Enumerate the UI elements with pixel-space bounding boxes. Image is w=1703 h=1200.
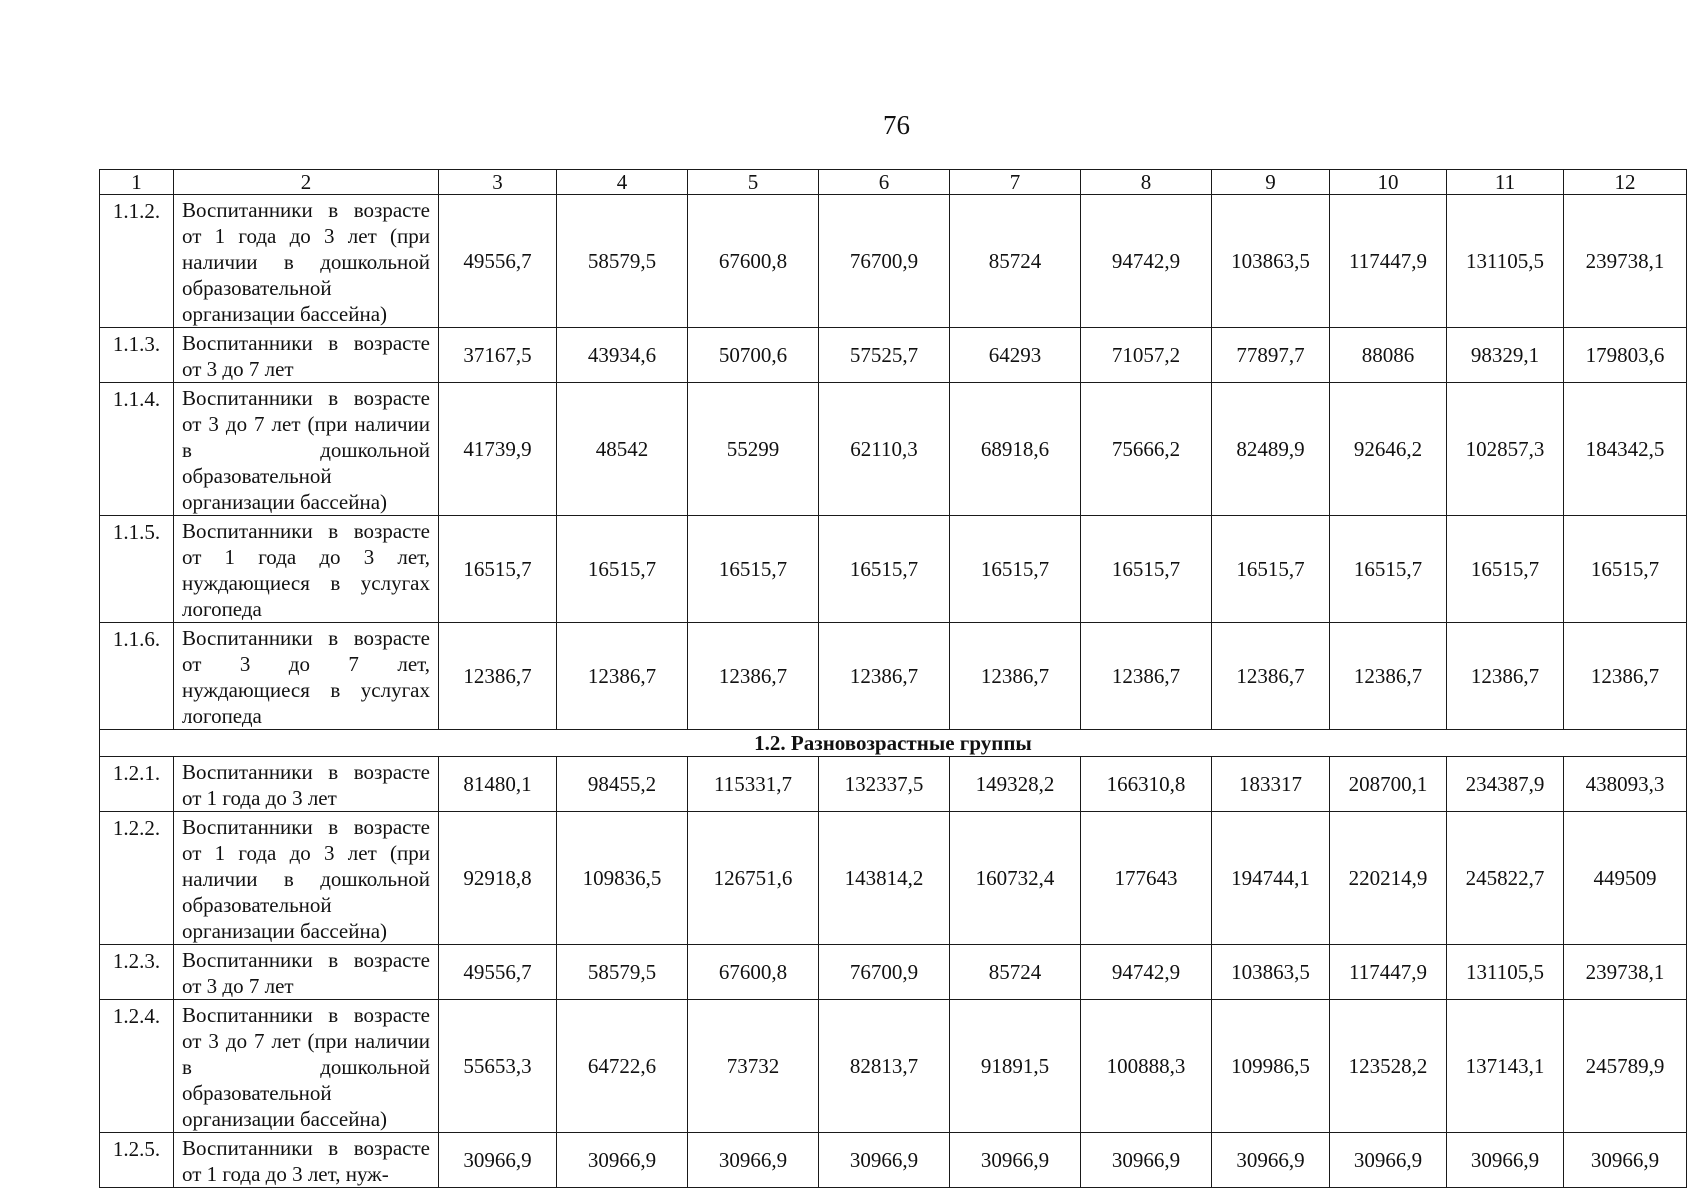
value-cell: 30966,9 <box>950 1133 1081 1188</box>
value-cell: 85724 <box>950 945 1081 1000</box>
value-cell: 94742,9 <box>1081 195 1212 328</box>
column-number-cell: 1 <box>100 170 174 195</box>
value-cell: 92918,8 <box>439 812 557 945</box>
row-description: Воспитанники в возрасте от 3 до 7 лет <box>174 328 439 383</box>
value-cell: 43934,6 <box>557 328 688 383</box>
value-cell: 16515,7 <box>950 516 1081 623</box>
value-cell: 67600,8 <box>688 945 819 1000</box>
value-cell: 37167,5 <box>439 328 557 383</box>
value-cell: 30966,9 <box>1330 1133 1447 1188</box>
row-number: 1.1.4. <box>100 383 174 516</box>
table-row <box>100 812 1687 945</box>
value-cell: 98455,2 <box>557 757 688 812</box>
value-cell: 12386,7 <box>1212 623 1330 730</box>
value-cell: 73732 <box>688 1000 819 1133</box>
value-cell: 30966,9 <box>688 1133 819 1188</box>
value-cell: 109836,5 <box>557 812 688 945</box>
value-cell: 239738,1 <box>1564 945 1687 1000</box>
value-cell: 143814,2 <box>819 812 950 945</box>
row-number: 1.1.5. <box>100 516 174 623</box>
row-description: Воспитанники в возрасте от 3 до 7 лет (при наличии в дошкольной образовательной организации бассейна) <box>174 383 439 516</box>
value-cell: 12386,7 <box>557 623 688 730</box>
table-row <box>100 945 1687 1000</box>
value-cell: 16515,7 <box>1330 516 1447 623</box>
value-cell: 166310,8 <box>1081 757 1212 812</box>
row-description: Воспитанники в возрасте от 1 года до 3 лет (при наличии в дошкольной образовательной организации бассейна) <box>174 812 439 945</box>
section-title: 1.2. Разновозрастные группы <box>100 730 1687 757</box>
value-cell: 12386,7 <box>688 623 819 730</box>
value-cell: 117447,9 <box>1330 945 1447 1000</box>
value-cell: 30966,9 <box>1212 1133 1330 1188</box>
row-description: Воспитанники в возрасте от 1 года до 3 лет, нуж- <box>174 1133 439 1188</box>
value-cell: 82813,7 <box>819 1000 950 1133</box>
rows-group-1-1 <box>100 195 1687 730</box>
row-number: 1.1.6. <box>100 623 174 730</box>
row-number: 1.2.3. <box>100 945 174 1000</box>
value-cell: 16515,7 <box>557 516 688 623</box>
page-number: 76 <box>883 110 910 140</box>
value-cell: 438093,3 <box>1564 757 1687 812</box>
value-cell: 160732,4 <box>950 812 1081 945</box>
value-cell: 76700,9 <box>819 195 950 328</box>
value-cell: 102857,3 <box>1447 383 1564 516</box>
column-number-cell: 6 <box>819 170 950 195</box>
rows-group-1-2 <box>100 757 1687 1188</box>
value-cell: 115331,7 <box>688 757 819 812</box>
value-cell: 149328,2 <box>950 757 1081 812</box>
value-cell: 57525,7 <box>819 328 950 383</box>
value-cell: 132337,5 <box>819 757 950 812</box>
value-cell: 64293 <box>950 328 1081 383</box>
table-row <box>100 1133 1687 1188</box>
column-numbers-row <box>100 170 1687 195</box>
value-cell: 30966,9 <box>1564 1133 1687 1188</box>
row-description: Воспитанники в возрасте от 3 до 7 лет <box>174 945 439 1000</box>
value-cell: 64722,6 <box>557 1000 688 1133</box>
value-cell: 184342,5 <box>1564 383 1687 516</box>
value-cell: 76700,9 <box>819 945 950 1000</box>
value-cell: 58579,5 <box>557 945 688 1000</box>
value-cell: 68918,6 <box>950 383 1081 516</box>
row-number: 1.2.4. <box>100 1000 174 1133</box>
value-cell: 234387,9 <box>1447 757 1564 812</box>
value-cell: 98329,1 <box>1447 328 1564 383</box>
value-cell: 16515,7 <box>819 516 950 623</box>
column-number-cell: 8 <box>1081 170 1212 195</box>
value-cell: 81480,1 <box>439 757 557 812</box>
value-cell: 58579,5 <box>557 195 688 328</box>
column-number-cell: 2 <box>174 170 439 195</box>
row-description: Воспитанники в возрасте от 1 года до 3 лет <box>174 757 439 812</box>
value-cell: 109986,5 <box>1212 1000 1330 1133</box>
value-cell: 183317 <box>1212 757 1330 812</box>
value-cell: 220214,9 <box>1330 812 1447 945</box>
value-cell: 103863,5 <box>1212 195 1330 328</box>
value-cell: 55299 <box>688 383 819 516</box>
column-number-cell: 11 <box>1447 170 1564 195</box>
table-row <box>100 516 1687 623</box>
column-number-cell: 10 <box>1330 170 1447 195</box>
value-cell: 75666,2 <box>1081 383 1212 516</box>
value-cell: 91891,5 <box>950 1000 1081 1133</box>
value-cell: 131105,5 <box>1447 945 1564 1000</box>
value-cell: 67600,8 <box>688 195 819 328</box>
table-row <box>100 757 1687 812</box>
value-cell: 85724 <box>950 195 1081 328</box>
row-number: 1.2.2. <box>100 812 174 945</box>
value-cell: 179803,6 <box>1564 328 1687 383</box>
value-cell: 92646,2 <box>1330 383 1447 516</box>
tariff-table <box>99 169 1687 1188</box>
value-cell: 103863,5 <box>1212 945 1330 1000</box>
value-cell: 77897,7 <box>1212 328 1330 383</box>
value-cell: 88086 <box>1330 328 1447 383</box>
value-cell: 131105,5 <box>1447 195 1564 328</box>
table-row <box>100 383 1687 516</box>
column-number-cell: 5 <box>688 170 819 195</box>
value-cell: 50700,6 <box>688 328 819 383</box>
table-row <box>100 1000 1687 1133</box>
column-number-cell: 9 <box>1212 170 1330 195</box>
row-number: 1.1.3. <box>100 328 174 383</box>
column-number-cell: 7 <box>950 170 1081 195</box>
value-cell: 30966,9 <box>1081 1133 1212 1188</box>
table-row <box>100 328 1687 383</box>
value-cell: 16515,7 <box>439 516 557 623</box>
value-cell: 82489,9 <box>1212 383 1330 516</box>
value-cell: 55653,3 <box>439 1000 557 1133</box>
value-cell: 71057,2 <box>1081 328 1212 383</box>
value-cell: 48542 <box>557 383 688 516</box>
row-description: Воспитанники в возрасте от 3 до 7 лет, нуждающиеся в услугах логопеда <box>174 623 439 730</box>
value-cell: 30966,9 <box>819 1133 950 1188</box>
value-cell: 49556,7 <box>439 195 557 328</box>
column-number-cell: 12 <box>1564 170 1687 195</box>
table-row <box>100 623 1687 730</box>
value-cell: 16515,7 <box>688 516 819 623</box>
value-cell: 117447,9 <box>1330 195 1447 328</box>
column-number-cell: 3 <box>439 170 557 195</box>
value-cell: 62110,3 <box>819 383 950 516</box>
value-cell: 12386,7 <box>1330 623 1447 730</box>
row-description: Воспитанники в возрасте от 1 года до 3 лет, нуждающиеся в услугах логопеда <box>174 516 439 623</box>
value-cell: 16515,7 <box>1564 516 1687 623</box>
value-cell: 41739,9 <box>439 383 557 516</box>
value-cell: 12386,7 <box>1447 623 1564 730</box>
value-cell: 100888,3 <box>1081 1000 1212 1133</box>
value-cell: 30966,9 <box>439 1133 557 1188</box>
value-cell: 94742,9 <box>1081 945 1212 1000</box>
table-row <box>100 195 1687 328</box>
column-number-cell: 4 <box>557 170 688 195</box>
value-cell: 16515,7 <box>1081 516 1212 623</box>
value-cell: 16515,7 <box>1447 516 1564 623</box>
row-number: 1.2.1. <box>100 757 174 812</box>
value-cell: 12386,7 <box>950 623 1081 730</box>
row-description: Воспитанники в возрасте от 1 года до 3 лет (при наличии в дошкольной образовательной организации бассейна) <box>174 195 439 328</box>
value-cell: 16515,7 <box>1212 516 1330 623</box>
value-cell: 239738,1 <box>1564 195 1687 328</box>
value-cell: 245822,7 <box>1447 812 1564 945</box>
value-cell: 12386,7 <box>819 623 950 730</box>
value-cell: 12386,7 <box>1564 623 1687 730</box>
value-cell: 137143,1 <box>1447 1000 1564 1133</box>
value-cell: 12386,7 <box>1081 623 1212 730</box>
row-number: 1.2.5. <box>100 1133 174 1188</box>
row-number: 1.1.2. <box>100 195 174 328</box>
value-cell: 177643 <box>1081 812 1212 945</box>
value-cell: 30966,9 <box>1447 1133 1564 1188</box>
value-cell: 245789,9 <box>1564 1000 1687 1133</box>
value-cell: 30966,9 <box>557 1133 688 1188</box>
value-cell: 12386,7 <box>439 623 557 730</box>
value-cell: 208700,1 <box>1330 757 1447 812</box>
value-cell: 126751,6 <box>688 812 819 945</box>
row-description: Воспитанники в возрасте от 3 до 7 лет (при наличии в дошкольной образовательной организации бассейна) <box>174 1000 439 1133</box>
value-cell: 449509 <box>1564 812 1687 945</box>
value-cell: 123528,2 <box>1330 1000 1447 1133</box>
section-row <box>100 730 1687 757</box>
value-cell: 49556,7 <box>439 945 557 1000</box>
value-cell: 194744,1 <box>1212 812 1330 945</box>
